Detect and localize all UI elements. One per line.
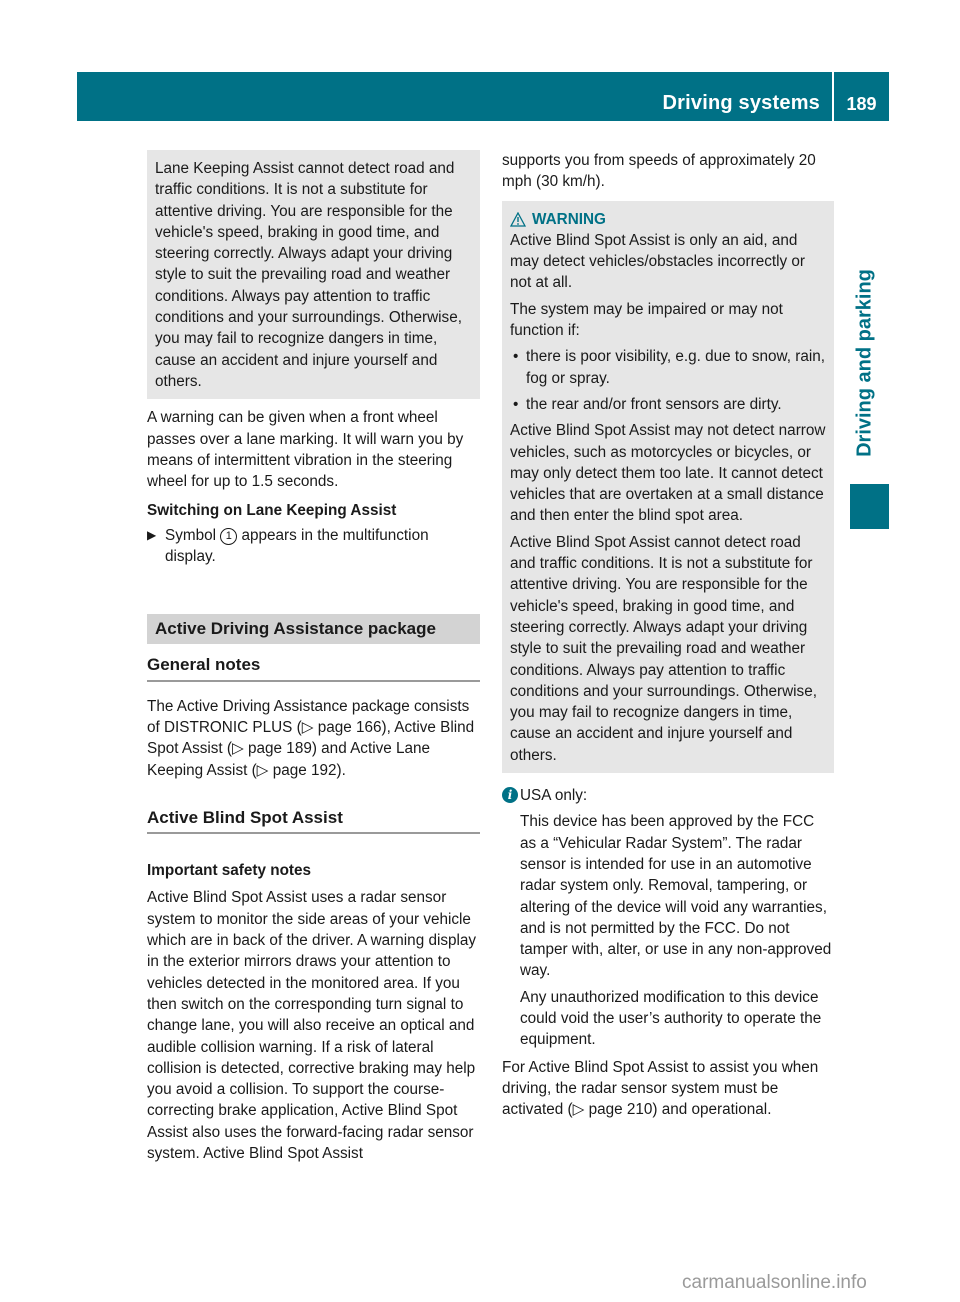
instruction-step: ▶ Symbol 1 appears in the multifunction display. xyxy=(147,526,429,566)
general-notes-text: The Active Driving Assistance package consists of DISTRONIC PLUS (▷ page 166), Active Blind Spot Assist (▷ page 189) and Active Lane Keeping Assist (▷ page 192). xyxy=(147,697,475,779)
safety-text: Active Blind Spot Assist uses a radar sensor system to monitor the side areas of your vehicle which are in back of the driver. A warning display in the exterior mirrors draws your attention to vehicles detected in the monitored area. If you then switch on the corresponding turn signal to change lane, you will also receive an optical and audible collision warning. If a risk of lateral collision is detected, corrective braking may help you avoid a collision. To support the course-correcting brake application, Active Blind Spot Assist also uses the forward-facing radar sensor system. Active Blind Spot Assist xyxy=(147,889,477,1162)
side-tab xyxy=(848,250,882,475)
warning-bullet: • there is poor visibility, e.g. due to snow, rain, fog or spray. xyxy=(513,348,826,387)
safety-heading: Important safety notes xyxy=(147,862,312,880)
side-tab-label: Driving and parking xyxy=(853,268,876,457)
warning-title: WARNING xyxy=(510,209,826,230)
section-heading: Active Driving Assistance package xyxy=(147,614,480,644)
bullet-icon: • xyxy=(513,348,519,366)
info-p2: Any unauthorized modification to this device could void the user’s authority to operate the equipment. xyxy=(520,988,822,1049)
warning-bullet: • the rear and/or front sensors are dirty. xyxy=(510,394,826,415)
bullet-icon: • xyxy=(513,395,519,413)
warning-p2: The system may be impaired or may not function if: xyxy=(510,300,783,340)
info-p1: This device has been approved by the FCC as a “Vehicular Radar System”. The radar sensor is intended for use in an automotive radar system only. Removal, tampering, or altering of the device will void any warranties, and is not permitted by the FCC. Do not tamper with, alter, or use in any non-approved way. xyxy=(520,813,832,980)
abs-heading: Active Blind Spot Assist xyxy=(147,807,480,834)
header-bar xyxy=(77,72,832,121)
watermark: carmanualsonline.info xyxy=(682,1272,867,1293)
lka-note-box xyxy=(147,150,480,399)
warning-p3: Active Blind Spot Assist may not detect narrow vehicles, such as motorcycles or bicycles, or may only detect them too late. It cannot detect vehicles that are overtaken at a small distance and then enter the blind spot area. xyxy=(510,422,826,525)
general-notes-heading: General notes xyxy=(147,654,480,681)
side-tab-marker xyxy=(850,484,889,529)
warning-p4: Active Blind Spot Assist cannot detect road and traffic conditions. It is not a substitute for attentive driving. You are responsible for the vehicle's speed, braking in good time, and steering correctly. Always adapt your driving style to suit the prevailing road and weather conditions. Always pay attention to traffic conditions and your surroundings. Otherwise, you may fail to recognize dangers in time, cause an accident and injure yourself and others. xyxy=(510,533,817,764)
switching-heading: Switching on Lane Keeping Assist xyxy=(147,502,397,520)
page-number: 189 xyxy=(846,94,877,114)
lka-note-text: Lane Keeping Assist cannot detect road and traffic conditions. It is not a substitute for attentive driving. You are responsible for the vehicle's speed, braking in good time, and steering correctly. Always adapt your driving style to suit the prevailing road and weather conditions. Always pay attention to traffic conditions and your surroundings. Otherwise, you may fail to recognize dangers in time, cause an accident and injure yourself and others. xyxy=(155,160,462,390)
right-column xyxy=(502,150,834,1120)
continuation-text: supports you from speeds of approximately 20 mph (30 km/h). xyxy=(502,152,816,191)
left-column xyxy=(147,150,480,1164)
warning-p1: Active Blind Spot Assist is only an aid, and may detect vehicles/obstacles incorrectly or not at all. xyxy=(510,231,806,292)
section-title: Driving systems xyxy=(662,92,820,114)
step-arrow-icon: ▶ xyxy=(147,527,157,542)
lane-warning-paragraph: A warning can be given when a front wheel passes over a lane marking. It will warn you by means of intermittent vibration in the steering wheel for up to 1.5 seconds. xyxy=(147,409,464,491)
final-paragraph: For Active Blind Spot Assist to assist you when driving, the radar sensor system must be activated (▷ page 210) and operational. xyxy=(502,1058,819,1119)
warning-triangle-icon xyxy=(510,212,526,227)
info-icon: i xyxy=(502,787,518,803)
info-title: USA only: xyxy=(520,787,588,805)
symbol-1-icon: 1 xyxy=(220,528,237,545)
warning-box xyxy=(502,201,834,773)
page-number-box xyxy=(834,72,889,121)
info-note xyxy=(502,785,834,1051)
